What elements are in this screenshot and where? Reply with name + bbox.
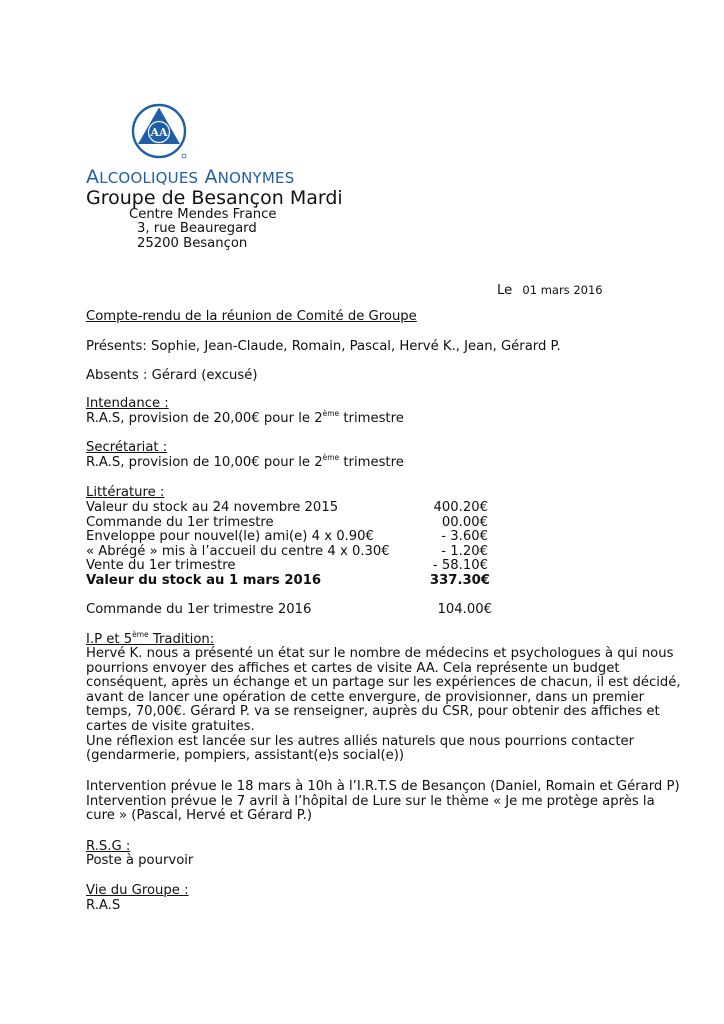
address-line-2: 3, rue Beauregard — [137, 221, 257, 236]
stock-row-amount: - 3.60€ — [441, 529, 488, 544]
stock-row-amount: 400.20€ — [433, 500, 488, 515]
ip-text-line: pourrions envoyer des affiches et cartes de visite AA. Cela représente un budget — [86, 661, 620, 676]
stock-row-label: Vente du 1er trimestre — [86, 558, 236, 573]
secretariat-heading: Secrétariat : — [86, 440, 168, 455]
ip-text-line: conséquent, après un échange et un partage sur les expériences de chacun, il est décidé, — [86, 675, 681, 690]
vie-text: R.A.S — [86, 898, 121, 913]
ip-text-line: cartes de visite gratuites. — [86, 719, 255, 734]
secretariat-text: R.A.S, provision de 10,00€ pour le 2ème trimestre — [86, 453, 404, 470]
stock-row-amount: 00.00€ — [441, 515, 488, 530]
present-line: Présents: Sophie, Jean-Claude, Romain, Pascal, Hervé K., Jean, Gérard P. — [86, 339, 561, 354]
intendance-text: R.A.S, provision de 20,00€ pour le 2ème trimestre — [86, 409, 404, 426]
stock-row-label: « Abrégé » mis à l’accueil du centre 4 x 0.30€ — [86, 544, 390, 559]
org-name: ALCOOLIQUES ANONYMES — [86, 166, 295, 188]
rsg-text: Poste à pourvoir — [86, 853, 194, 868]
ip-heading: I.P et 5ème Tradition: — [86, 630, 215, 647]
address-line-1: Centre Mendes France — [129, 207, 277, 222]
rsg-heading: R.S.G : — [86, 839, 131, 854]
group-title: Groupe de Besançon Mardi — [86, 187, 343, 209]
absent-line: Absents : Gérard (excusé) — [86, 368, 258, 383]
aa-logo — [131, 103, 189, 161]
stock-total-amount: 337.30€ — [429, 573, 490, 588]
stock-row-label: Enveloppe pour nouvel(le) ami(e) 4 x 0.90€ — [86, 529, 374, 544]
ip-text-line: Hervé K. nous a présenté un état sur le nombre de médecins et psychologues à qui nous — [86, 646, 674, 661]
ip-text-line: (gendarmerie, pompiers, assistant(e)s social(e)) — [86, 748, 405, 763]
intervention-line: cure » (Pascal, Hervé et Gérard P.) — [86, 808, 313, 823]
stock-row-amount: - 58.10€ — [432, 558, 488, 573]
svg-text:AA: AA — [150, 126, 168, 139]
stock-row-label: Commande du 1er trimestre — [86, 515, 274, 530]
address-line-3: 25200 Besançon — [137, 236, 248, 251]
stock-row-label: Valeur du stock au 24 novembre 2015 — [86, 500, 339, 515]
stock-total-label: Valeur du stock au 1 mars 2016 — [86, 573, 322, 588]
ip-text-line: Une réflexion est lancée sur les autres alliés naturels que nous pourrions contacter — [86, 734, 635, 749]
ip-text-line: temps, 70,00€. Gérard P. va se renseigner, auprès du CSR, pour obtenir des affiches et — [86, 704, 660, 719]
intervention-line: Intervention prévue le 18 mars à 10h à l’I.R.T.S de Besançon (Daniel, Romain et Gérard P) — [86, 779, 680, 794]
vie-heading: Vie du Groupe : — [86, 883, 189, 898]
ip-text-line: avant de lancer une opération de cette envergure, de provisionner, dans un premier — [86, 690, 644, 705]
litterature-heading: Littérature : — [86, 485, 165, 500]
order-label: Commande du 1er trimestre 2016 — [86, 602, 312, 617]
intervention-line: Intervention prévue le 7 avril à l’hôpital de Lure sur le thème « Je me protège après la — [86, 794, 655, 809]
report-title: Compte-rendu de la réunion de Comité de Groupe — [86, 309, 417, 324]
intendance-heading: Intendance : — [86, 396, 169, 411]
date-line: Le 01 mars 2016 — [497, 283, 603, 298]
order-amount: 104.00€ — [437, 602, 492, 617]
stock-row-amount: - 1.20€ — [441, 544, 488, 559]
